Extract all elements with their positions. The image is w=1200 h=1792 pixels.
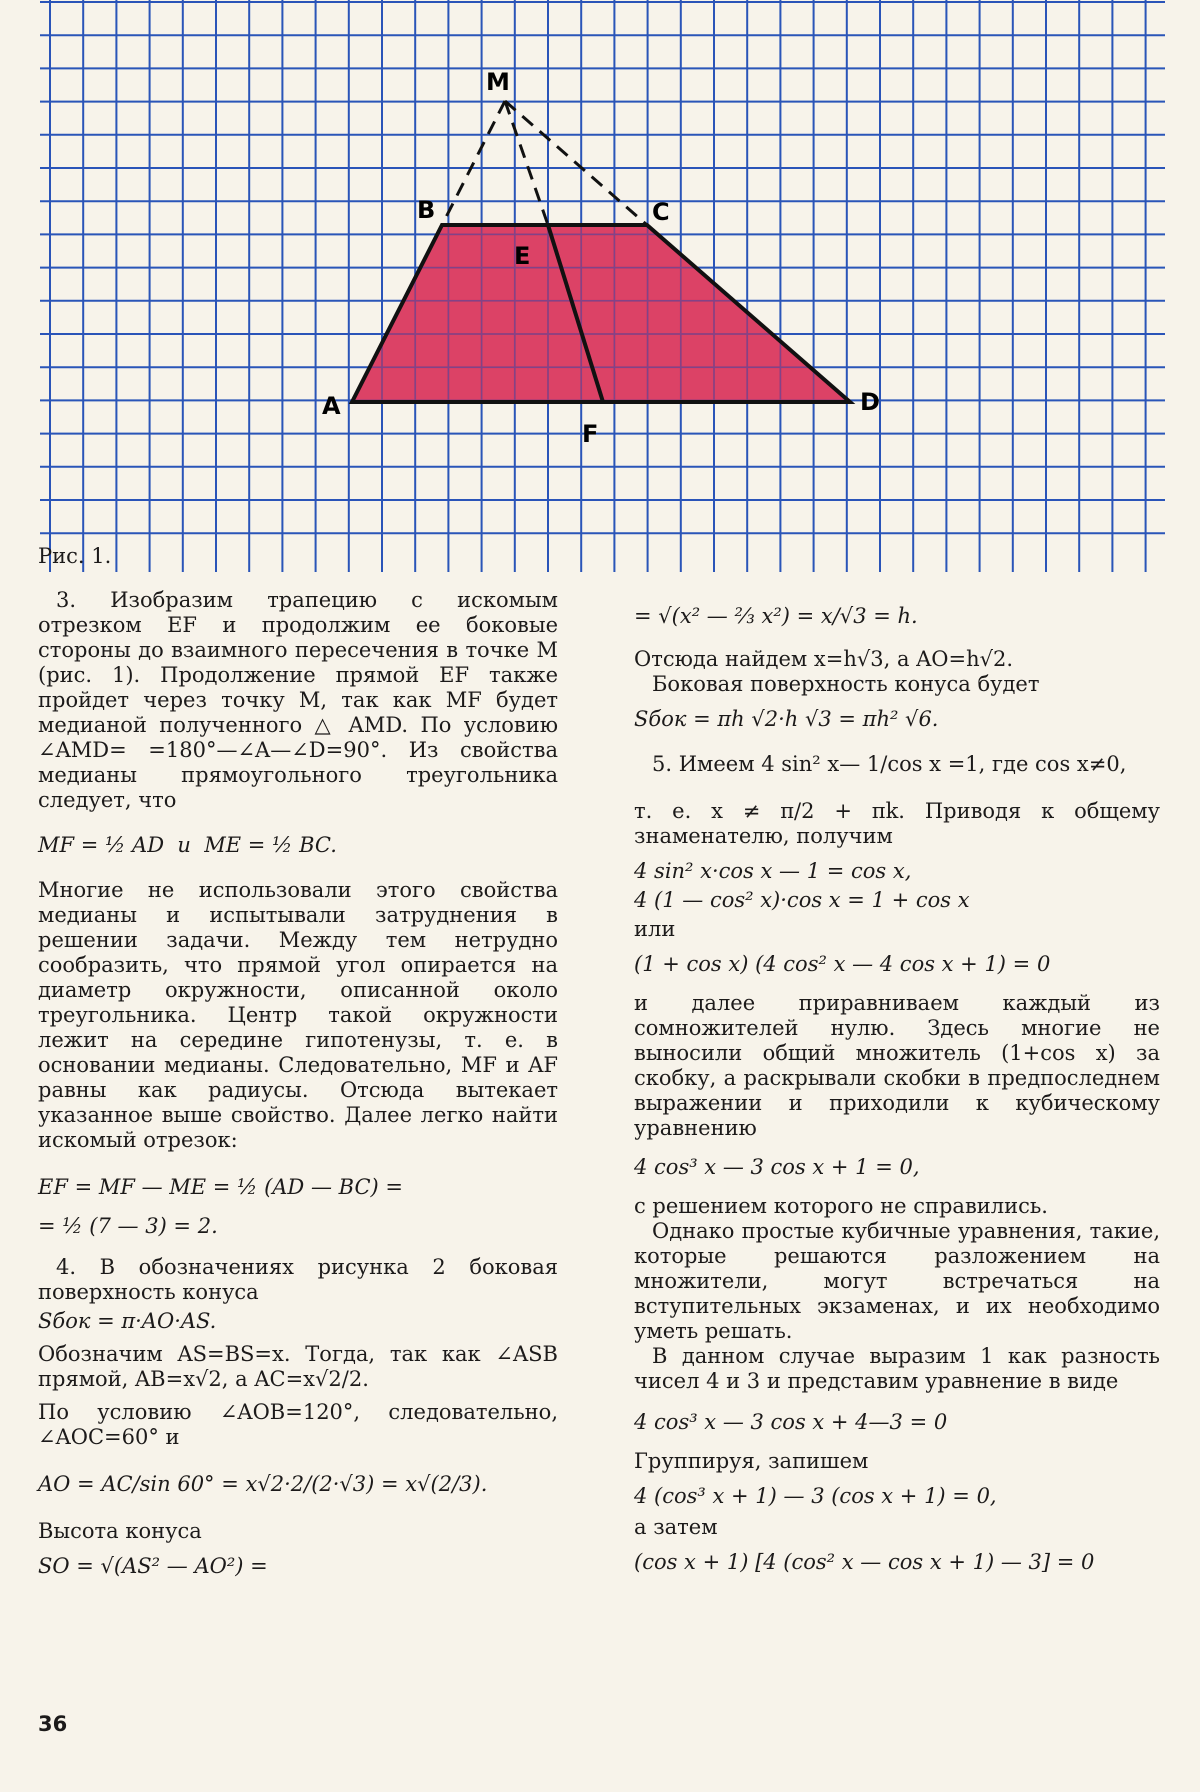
paragraph-cubic-note: Однако простые кубичные уравнения, такие, которые решаются разложением на множители, могут встречаться на вступительных экзаменах, и их необходимо уметь решать. (634, 1219, 1160, 1343)
paragraph-grouping: Группируя, запишем (634, 1449, 869, 1473)
paragraph-difference: В данном случае выразим 1 как разность чисел 4 и 3 и представим уравнение в виде (634, 1344, 1160, 1393)
equation-ao: AO = AC/sin 60° = x√2·2/(2·√3) = x√(2/3). (38, 1472, 488, 1496)
problem-4-text: 4. В обозначениях рисунка 2 боковая поверхность конуса (38, 1255, 558, 1304)
equation-final: (cos x + 1) [4 (cos² x — cos x + 1) — 3] = 0 (634, 1550, 1095, 1574)
paragraph-notation: Обозначим AS=BS=x. Тогда, так как ∠ASB прямой, AB=x√2, а AC=x√2/2. (38, 1342, 558, 1391)
equation-factored: (1 + cos x) (4 cos² x — 4 cos x + 1) = 0 (634, 952, 1051, 976)
equation-step-1: 4 sin² x·cos x — 1 = cos x, (634, 859, 912, 883)
problem-5-text: 5. Имеем 4 sin² x— 1/cos x =1, где cos x≠0, (652, 752, 1127, 776)
label-d: D (860, 388, 880, 416)
page-number: 36 (38, 1712, 68, 1736)
paragraph-factor: и далее приравниваем каждый из сомножителей нулю. Здесь многие не выносили общий множитель (1+cos x) за скобку, а раскрывали скобки в предпоследнем выражении и приходили к кубическому уравнению (634, 991, 1160, 1140)
equation-ef-result: = ½ (7 — 3) = 2. (38, 1214, 218, 1238)
equation-step-2: 4 (1 — cos² x)·cos x = 1 + cos x (634, 888, 970, 912)
problem-3-text: 3. Изобразим трапецию с искомым отрезком EF и продолжим ее боковые стороны до взаимного пересечения в точке M (рис. 1). Продолжение прямой EF также пройдет через точку M, так как MF будет медианой полученного △ AMD. По условию ∠AMD= =180°—∠A—∠D=90°. Из свойства медианы прямоугольного треугольника следует, что (38, 588, 558, 812)
paragraph-not-solved: с решением которого не справились. (634, 1194, 1048, 1218)
equation-so: SO = √(AS² — AO²) = (38, 1554, 268, 1578)
paragraph-then: а затем (634, 1515, 718, 1539)
label-f: F (582, 420, 599, 448)
label-e: E (514, 242, 531, 270)
equation-grouped: 4 (cos³ x + 1) — 3 (cos x + 1) = 0, (634, 1484, 997, 1508)
figure-1 (0, 0, 1200, 575)
paragraph-median-property: Многие не использовали этого свойства медианы и испытывали затруднения в решении задачи. Между тем нетрудно сообразить, что прямой угол опирается на диаметр окружности, описанной около треугольника. Центр такой окружности лежит на середине гипотенузы, т. е. в основании медианы. Следовательно, MF и AF равны как радиусы. Отсюда вытекает указанное выше свойство. Далее легко найти искомый отрезок: (38, 878, 558, 1152)
paragraph-x-ao: Отсюда найдем x=h√3, а AO=h√2. (634, 647, 1014, 671)
equation-sbok: Sбок = πh √2·h √3 = πh² √6. (634, 707, 939, 731)
right-column (634, 604, 1160, 1575)
dashed-mc (505, 101, 647, 225)
equation-h: = √(x² — ⅔ x²) = x/√3 = h. (634, 604, 918, 628)
equation-rewritten: 4 cos³ x — 3 cos x + 4—3 = 0 (634, 1410, 948, 1434)
equation-cubic: 4 cos³ x — 3 cos x + 1 = 0, (634, 1155, 920, 1179)
grid-figure (0, 0, 1200, 575)
label-b: B (417, 196, 436, 224)
label-a: A (322, 392, 341, 420)
paragraph-condition: По условию ∠AOB=120°, следовательно, ∠AOC=60° и (38, 1400, 558, 1449)
paragraph-condition-x: т. е. x ≠ π/2 + πk. Приводя к общему знаменателю, получим (634, 799, 1160, 848)
label-c: C (652, 198, 670, 226)
equation-ef: EF = MF — ME = ½ (AD — BC) = (38, 1175, 403, 1199)
equation-median: MF = ½ AD и ME = ½ BC. (38, 833, 337, 857)
left-column (38, 588, 558, 1579)
dashed-mb (442, 101, 505, 225)
paragraph-height: Высота конуса (38, 1519, 202, 1543)
word-or: или (634, 917, 676, 941)
paragraph-lateral: Боковая поверхность конуса будет (652, 672, 1040, 696)
label-m: M (486, 68, 510, 96)
figure-caption: Рис. 1. (38, 544, 112, 568)
equation-lateral-surface: Sбок = π·AO·AS. (38, 1309, 217, 1333)
